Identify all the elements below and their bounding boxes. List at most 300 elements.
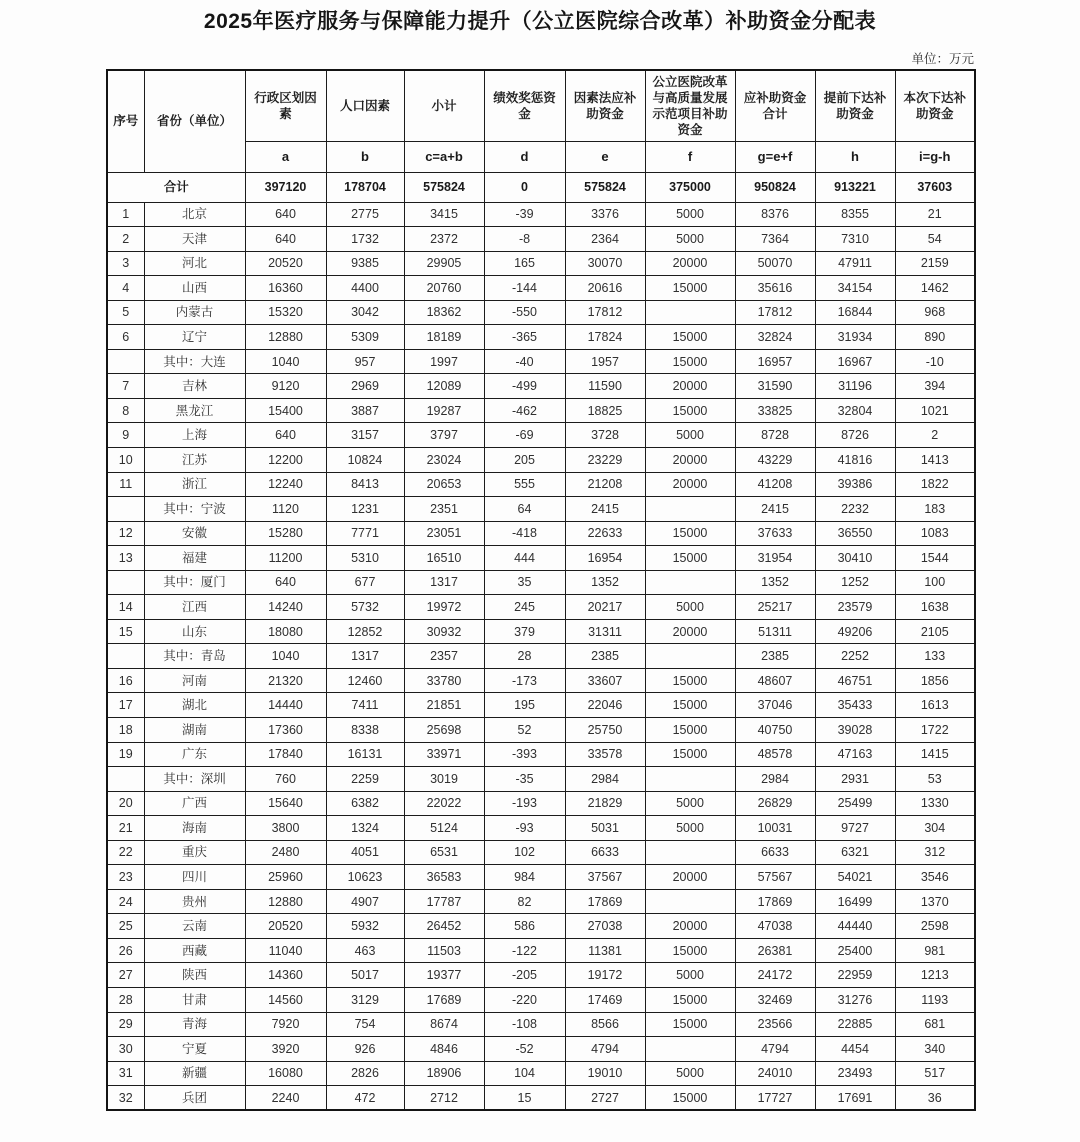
row-value: 1722 (895, 717, 975, 742)
row-value: 20217 (565, 595, 645, 620)
row-province: 贵州 (144, 889, 245, 914)
row-no: 11 (107, 472, 144, 497)
row-value: 25499 (815, 791, 895, 816)
table-row (107, 374, 975, 399)
row-value: 20000 (645, 374, 735, 399)
row-no: 1 (107, 202, 144, 227)
row-value: 7310 (815, 227, 895, 252)
table-row (107, 914, 975, 939)
row-value: 968 (895, 300, 975, 325)
table-row (107, 742, 975, 767)
row-value: 20000 (645, 472, 735, 497)
row-value: 12460 (326, 668, 404, 693)
total-value: 0 (484, 172, 565, 202)
row-value: 1040 (245, 644, 326, 669)
row-value: 1317 (404, 570, 484, 595)
header-population-factor: 人口因素 (326, 70, 404, 141)
row-value: 2159 (895, 251, 975, 276)
row-province: 北京 (144, 202, 245, 227)
row-value: 15000 (645, 988, 735, 1013)
row-value: 677 (326, 570, 404, 595)
row-value: 17869 (735, 889, 815, 914)
row-value (645, 889, 735, 914)
row-value: 24010 (735, 1061, 815, 1086)
row-value (645, 300, 735, 325)
row-province: 黑龙江 (144, 398, 245, 423)
row-province: 其中：厦门 (144, 570, 245, 595)
row-value: 33578 (565, 742, 645, 767)
row-value: 16957 (735, 349, 815, 374)
header-total-due-funds: 应补助资金合计 (735, 70, 815, 141)
row-province: 其中：青岛 (144, 644, 245, 669)
row-value: 2385 (735, 644, 815, 669)
row-value: 47038 (735, 914, 815, 939)
row-value: 3019 (404, 767, 484, 792)
row-province: 西藏 (144, 938, 245, 963)
row-province: 内蒙古 (144, 300, 245, 325)
row-value: 11590 (565, 374, 645, 399)
row-value: 20760 (404, 276, 484, 301)
table-row (107, 938, 975, 963)
row-value: 1462 (895, 276, 975, 301)
table-row (107, 1086, 975, 1111)
row-value: 15000 (645, 693, 735, 718)
row-value (645, 570, 735, 595)
row-value: 20520 (245, 914, 326, 939)
row-value: 5000 (645, 963, 735, 988)
row-value: 16510 (404, 546, 484, 571)
row-value: 17469 (565, 988, 645, 1013)
row-value: 463 (326, 938, 404, 963)
row-no (107, 497, 144, 522)
row-value: 3157 (326, 423, 404, 448)
row-value: 37046 (735, 693, 815, 718)
row-value: 22046 (565, 693, 645, 718)
row-province: 河北 (144, 251, 245, 276)
table-row (107, 202, 975, 227)
row-province: 其中：宁波 (144, 497, 245, 522)
row-value: 26452 (404, 914, 484, 939)
row-value: 39028 (815, 717, 895, 742)
row-no: 19 (107, 742, 144, 767)
row-value: 5000 (645, 595, 735, 620)
row-value: 8674 (404, 1012, 484, 1037)
table-subrow (107, 644, 975, 669)
row-value: 1120 (245, 497, 326, 522)
row-value: 3887 (326, 398, 404, 423)
row-value: 82 (484, 889, 565, 914)
table-subrow (107, 767, 975, 792)
formula-f: f (645, 141, 735, 172)
row-province: 山西 (144, 276, 245, 301)
row-value: 4794 (735, 1037, 815, 1062)
table-row (107, 865, 975, 890)
row-value: 4846 (404, 1037, 484, 1062)
row-value: 5310 (326, 546, 404, 571)
table-row (107, 447, 975, 472)
row-value: 7771 (326, 521, 404, 546)
row-value: 2984 (735, 767, 815, 792)
row-value: 3920 (245, 1037, 326, 1062)
row-value: 20000 (645, 914, 735, 939)
row-value: 15320 (245, 300, 326, 325)
row-value: 890 (895, 325, 975, 350)
row-no: 23 (107, 865, 144, 890)
row-value: 35 (484, 570, 565, 595)
row-value: 5000 (645, 202, 735, 227)
row-no (107, 570, 144, 595)
row-no: 26 (107, 938, 144, 963)
table-subrow (107, 349, 975, 374)
row-value: 2712 (404, 1086, 484, 1111)
row-value: 640 (245, 423, 326, 448)
row-no: 6 (107, 325, 144, 350)
row-value: 16499 (815, 889, 895, 914)
row-value: 64 (484, 497, 565, 522)
row-value: 4454 (815, 1037, 895, 1062)
row-value: 16967 (815, 349, 895, 374)
row-value: 17360 (245, 717, 326, 742)
row-value: 17869 (565, 889, 645, 914)
row-value: 3797 (404, 423, 484, 448)
row-value: 14560 (245, 988, 326, 1013)
formula-b: b (326, 141, 404, 172)
row-value: 31934 (815, 325, 895, 350)
row-value: 36550 (815, 521, 895, 546)
row-value: 19377 (404, 963, 484, 988)
table-header (107, 70, 975, 172)
row-value: 472 (326, 1086, 404, 1111)
table-row (107, 546, 975, 571)
row-value: 15 (484, 1086, 565, 1111)
row-value: 5309 (326, 325, 404, 350)
row-value: 33780 (404, 668, 484, 693)
row-value: 957 (326, 349, 404, 374)
row-value: 32469 (735, 988, 815, 1013)
row-value: 1193 (895, 988, 975, 1013)
row-no: 5 (107, 300, 144, 325)
row-no: 24 (107, 889, 144, 914)
row-no: 13 (107, 546, 144, 571)
row-province: 河南 (144, 668, 245, 693)
row-value: 984 (484, 865, 565, 890)
row-value: 36 (895, 1086, 975, 1111)
formula-d: d (484, 141, 565, 172)
row-value: 48578 (735, 742, 815, 767)
row-value: 11200 (245, 546, 326, 571)
row-province: 广西 (144, 791, 245, 816)
row-value: 16360 (245, 276, 326, 301)
row-no: 4 (107, 276, 144, 301)
row-value: 36583 (404, 865, 484, 890)
row-value: 41816 (815, 447, 895, 472)
row-value: -8 (484, 227, 565, 252)
row-value: 16131 (326, 742, 404, 767)
row-value: 20000 (645, 619, 735, 644)
row-value: 21320 (245, 668, 326, 693)
row-value: 17840 (245, 742, 326, 767)
row-province: 江苏 (144, 447, 245, 472)
row-province: 云南 (144, 914, 245, 939)
row-value: -550 (484, 300, 565, 325)
row-province: 天津 (144, 227, 245, 252)
row-value: 23051 (404, 521, 484, 546)
row-value: 1638 (895, 595, 975, 620)
table-row (107, 325, 975, 350)
row-value (645, 840, 735, 865)
row-value: 754 (326, 1012, 404, 1037)
row-value: 28 (484, 644, 565, 669)
row-value: 18189 (404, 325, 484, 350)
row-value: 2385 (565, 644, 645, 669)
row-no: 8 (107, 398, 144, 423)
row-value: 2984 (565, 767, 645, 792)
row-province: 安徽 (144, 521, 245, 546)
row-value: 1330 (895, 791, 975, 816)
row-value: 33607 (565, 668, 645, 693)
row-value: 981 (895, 938, 975, 963)
row-value: 2931 (815, 767, 895, 792)
table-row (107, 300, 975, 325)
table-row (107, 423, 975, 448)
row-no: 30 (107, 1037, 144, 1062)
row-value: 5000 (645, 791, 735, 816)
row-value: 15000 (645, 546, 735, 571)
row-no: 25 (107, 914, 144, 939)
table-row (107, 227, 975, 252)
row-no: 7 (107, 374, 144, 399)
row-value: 26829 (735, 791, 815, 816)
table-zone (106, 52, 974, 1111)
allocation-table (106, 69, 976, 1111)
row-value: 17812 (735, 300, 815, 325)
row-value: 25960 (245, 865, 326, 890)
row-value: 54 (895, 227, 975, 252)
row-value: 4907 (326, 889, 404, 914)
row-value: 22959 (815, 963, 895, 988)
row-value: 17787 (404, 889, 484, 914)
row-value: -122 (484, 938, 565, 963)
row-value: 31954 (735, 546, 815, 571)
row-value: 1732 (326, 227, 404, 252)
row-value: 20000 (645, 251, 735, 276)
header-performance-funds: 绩效奖惩资金 (484, 70, 565, 141)
row-value: 4400 (326, 276, 404, 301)
row-value: 5000 (645, 816, 735, 841)
row-value: 2351 (404, 497, 484, 522)
row-value: 17691 (815, 1086, 895, 1111)
row-value: 104 (484, 1061, 565, 1086)
table-subrow (107, 570, 975, 595)
row-value: -108 (484, 1012, 565, 1037)
row-value: 1352 (735, 570, 815, 595)
row-value: 20000 (645, 447, 735, 472)
row-value: 640 (245, 202, 326, 227)
total-value: 575824 (565, 172, 645, 202)
row-value: 5732 (326, 595, 404, 620)
header-province: 省份（单位） (144, 70, 245, 172)
row-value: 6531 (404, 840, 484, 865)
row-value: 2415 (735, 497, 815, 522)
row-province: 上海 (144, 423, 245, 448)
row-value: 760 (245, 767, 326, 792)
row-value: 2727 (565, 1086, 645, 1111)
row-value: 8566 (565, 1012, 645, 1037)
row-value: 31311 (565, 619, 645, 644)
row-value: -418 (484, 521, 565, 546)
table-row (107, 619, 975, 644)
total-value: 913221 (815, 172, 895, 202)
row-value: -193 (484, 791, 565, 816)
table-row (107, 963, 975, 988)
row-value: 681 (895, 1012, 975, 1037)
row-value: 16844 (815, 300, 895, 325)
row-value: 1231 (326, 497, 404, 522)
row-value: 10623 (326, 865, 404, 890)
row-value: 1324 (326, 816, 404, 841)
row-value: -393 (484, 742, 565, 767)
row-no: 20 (107, 791, 144, 816)
row-no: 21 (107, 816, 144, 841)
row-value: 640 (245, 227, 326, 252)
table-row (107, 398, 975, 423)
row-value: 19287 (404, 398, 484, 423)
row-value: 3546 (895, 865, 975, 890)
row-value: 31196 (815, 374, 895, 399)
row-no: 14 (107, 595, 144, 620)
row-value: 555 (484, 472, 565, 497)
row-value: 1040 (245, 349, 326, 374)
row-value: 4794 (565, 1037, 645, 1062)
row-value: 24172 (735, 963, 815, 988)
row-value: 37567 (565, 865, 645, 890)
row-value: 183 (895, 497, 975, 522)
row-value: 2969 (326, 374, 404, 399)
row-value: 6321 (815, 840, 895, 865)
row-value: 15000 (645, 717, 735, 742)
row-value: 57567 (735, 865, 815, 890)
row-value: 39386 (815, 472, 895, 497)
row-value: 27038 (565, 914, 645, 939)
row-value: 1822 (895, 472, 975, 497)
row-value: 1352 (565, 570, 645, 595)
row-no: 27 (107, 963, 144, 988)
row-value: 21208 (565, 472, 645, 497)
row-value: 5031 (565, 816, 645, 841)
row-value: 18362 (404, 300, 484, 325)
row-value: 41208 (735, 472, 815, 497)
table-row (107, 1037, 975, 1062)
row-value: 52 (484, 717, 565, 742)
header-factor-method-funds: 因素法应补助资金 (565, 70, 645, 141)
row-value: 23229 (565, 447, 645, 472)
row-province: 广东 (144, 742, 245, 767)
total-value: 375000 (645, 172, 735, 202)
row-value: 23566 (735, 1012, 815, 1037)
row-value: 5932 (326, 914, 404, 939)
row-no (107, 644, 144, 669)
row-value: 245 (484, 595, 565, 620)
row-no: 18 (107, 717, 144, 742)
row-no: 28 (107, 988, 144, 1013)
row-value: 43229 (735, 447, 815, 472)
row-value: 2480 (245, 840, 326, 865)
total-value: 37603 (895, 172, 975, 202)
row-value: 2364 (565, 227, 645, 252)
table-row (107, 1061, 975, 1086)
row-value: 7364 (735, 227, 815, 252)
row-value: 51311 (735, 619, 815, 644)
formula-a: a (245, 141, 326, 172)
row-province: 四川 (144, 865, 245, 890)
row-value: 11503 (404, 938, 484, 963)
row-value: 2240 (245, 1086, 326, 1111)
row-value: 15000 (645, 325, 735, 350)
row-value: 12200 (245, 447, 326, 472)
row-value: 8355 (815, 202, 895, 227)
row-value: 2259 (326, 767, 404, 792)
formula-c: c=a+b (404, 141, 484, 172)
row-value: 50070 (735, 251, 815, 276)
total-value: 575824 (404, 172, 484, 202)
row-value: 3376 (565, 202, 645, 227)
row-value: 15000 (645, 938, 735, 963)
row-no: 2 (107, 227, 144, 252)
row-value: 3800 (245, 816, 326, 841)
table-row (107, 889, 975, 914)
row-value: 10824 (326, 447, 404, 472)
row-value: -69 (484, 423, 565, 448)
row-value: -93 (484, 816, 565, 841)
row-no: 31 (107, 1061, 144, 1086)
table-row (107, 251, 975, 276)
row-province: 山东 (144, 619, 245, 644)
row-value: 33971 (404, 742, 484, 767)
row-value: 11040 (245, 938, 326, 963)
row-value: 8413 (326, 472, 404, 497)
row-value: 926 (326, 1037, 404, 1062)
row-value: 30932 (404, 619, 484, 644)
row-value: -499 (484, 374, 565, 399)
row-value: 12880 (245, 325, 326, 350)
row-value: 12240 (245, 472, 326, 497)
table-subrow (107, 497, 975, 522)
row-value: 19972 (404, 595, 484, 620)
formula-i: i=g-h (895, 141, 975, 172)
row-value: -35 (484, 767, 565, 792)
row-value: 31590 (735, 374, 815, 399)
row-value: 5017 (326, 963, 404, 988)
row-value: 3728 (565, 423, 645, 448)
row-value: 17812 (565, 300, 645, 325)
row-value: 2598 (895, 914, 975, 939)
row-province: 海南 (144, 816, 245, 841)
row-value: 25400 (815, 938, 895, 963)
row-value: 18080 (245, 619, 326, 644)
row-value: 1317 (326, 644, 404, 669)
row-value: 133 (895, 644, 975, 669)
row-value: 44440 (815, 914, 895, 939)
row-province: 湖北 (144, 693, 245, 718)
row-value: 1370 (895, 889, 975, 914)
table-row (107, 840, 975, 865)
row-value: 47163 (815, 742, 895, 767)
row-value: 10031 (735, 816, 815, 841)
row-value: -173 (484, 668, 565, 693)
row-value: -144 (484, 276, 565, 301)
row-no: 29 (107, 1012, 144, 1037)
row-value: 16954 (565, 546, 645, 571)
